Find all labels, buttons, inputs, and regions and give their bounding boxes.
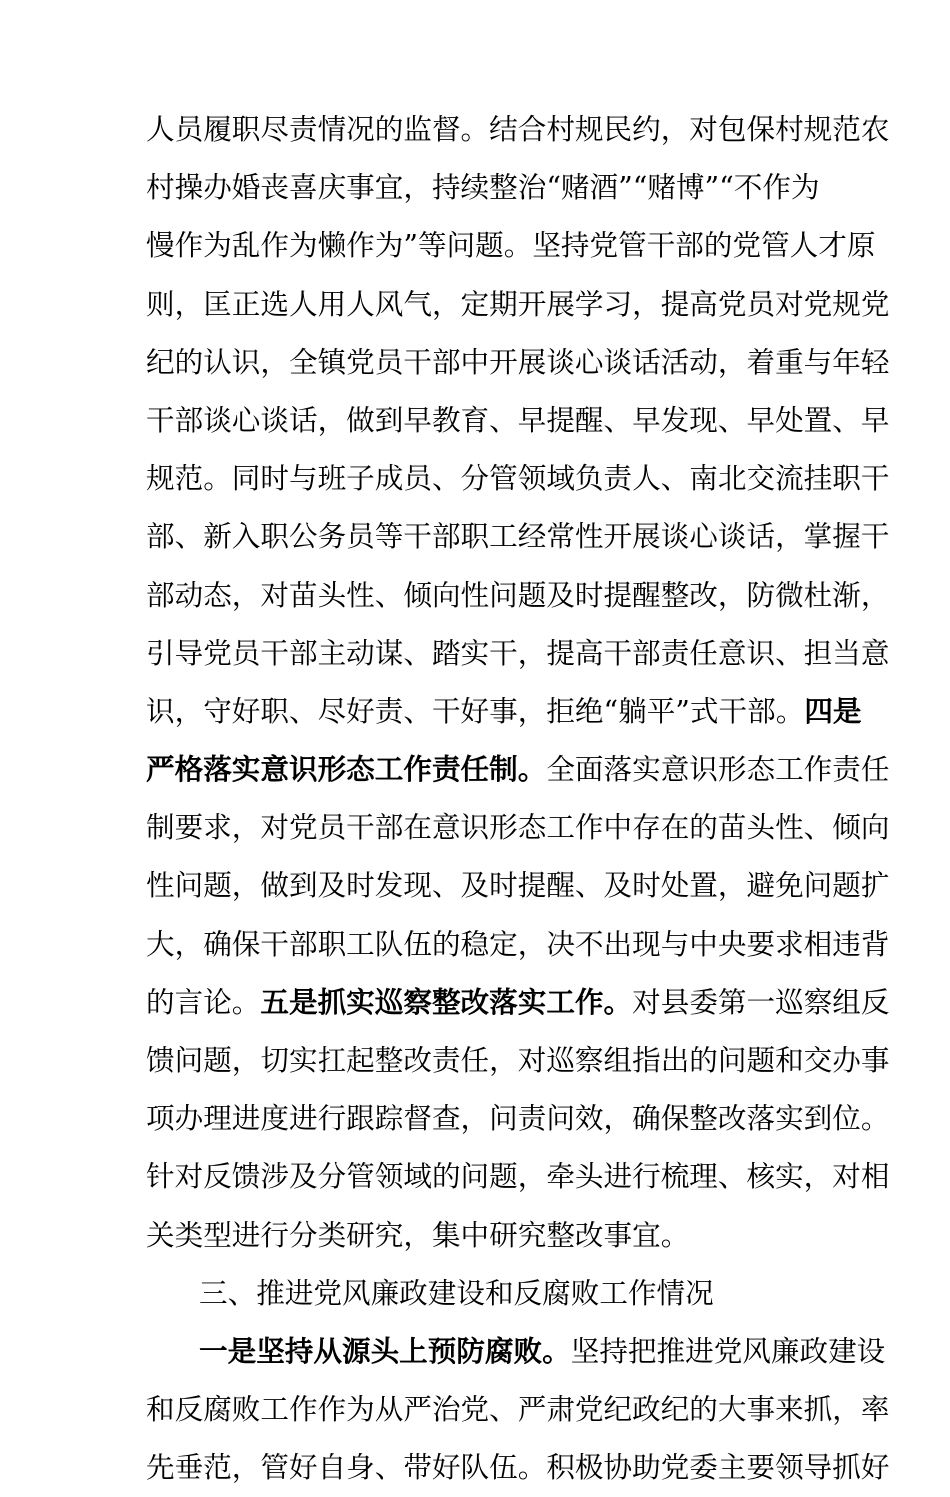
text-line: 项办理进度进行跟踪督查，问责问效，确保整改落实到位。 (146, 1101, 890, 1136)
text-line: 性问题，做到及时发现、及时提醒、及时处置，避免问题扩 (146, 868, 890, 903)
text-line: 部、新入职公务员等干部职工经常性开展谈心谈话，掌握干 (146, 519, 890, 554)
text-line: 制要求，对党员干部在意识形态工作中存在的苗头性、倾向 (146, 810, 890, 845)
text-line: 部动态，对苗头性、倾向性问题及时提醒整改，防微杜渐， (146, 577, 890, 612)
chapter-heading: 三、推进党风廉政建设和反腐败工作情况 (199, 1275, 714, 1310)
section-heading-4: 四是 (804, 693, 862, 728)
section-heading-4-cont: 严格落实意识形态工作责任制。 (146, 752, 547, 787)
text-line: 先垂范，管好自身、带好队伍。积极协助党委主要领导抓好 (146, 1450, 890, 1485)
text-line: 识，守好职、尽好责、干好事，拒绝“躺平”式干部。四是 (146, 693, 862, 728)
text-line: 村操办婚丧喜庆事宜，持续整治“赌酒”“赌博”“不作为 (146, 170, 820, 205)
text-line: 纪的认识，全镇党员干部中开展谈心谈话活动，着重与年轻 (146, 344, 890, 379)
text-line: 针对反馈涉及分管领域的问题，牵头进行梳理、核实，对相 (146, 1159, 890, 1194)
text-line: 馈问题，切实扛起整改责任，对巡察组指出的问题和交办事 (146, 1043, 890, 1077)
document-body (146, 100, 890, 1497)
text-line: 干部谈心谈话，做到早教育、早提醒、早发现、早处置、早 (146, 402, 890, 437)
text-line: 大，确保干部职工队伍的稳定，决不出现与中央要求相违背 (146, 926, 890, 961)
text-line: 一是坚持从源头上预防腐败。坚持把推进党风廉政建设 (199, 1333, 886, 1368)
text-line: 关类型进行分类研究，集中研究整改事宜。 (146, 1217, 690, 1252)
section-heading-1: 一是坚持从源头上预防腐败。 (199, 1333, 571, 1368)
section-heading-5: 五是抓实巡察整改落实工作。 (260, 984, 633, 1019)
text-line: 人员履职尽责情况的监督。结合村规民约，对包保村规范农 (146, 112, 890, 146)
text-line: 严格落实意识形态工作责任制。全面落实意识形态工作责任 (146, 752, 890, 787)
text-line: 则，匡正选人用人风气，定期开展学习，提高党员对党规党 (146, 286, 890, 321)
text-line: 慢作为乱作为懒作为”等问题。坚持党管干部的党管人才原 (146, 228, 876, 263)
text-line: 和反腐败工作作为从严治党、严肃党纪政纪的大事来抓，率 (146, 1392, 890, 1427)
text-line: 的言论。五是抓实巡察整改落实工作。对县委第一巡察组反 (146, 984, 890, 1019)
text-line: 规范。同时与班子成员、分管领域负责人、南北交流挂职干 (146, 461, 890, 496)
text-line: 引导党员干部主动谋、踏实干，提高干部责任意识、担当意 (146, 635, 890, 670)
